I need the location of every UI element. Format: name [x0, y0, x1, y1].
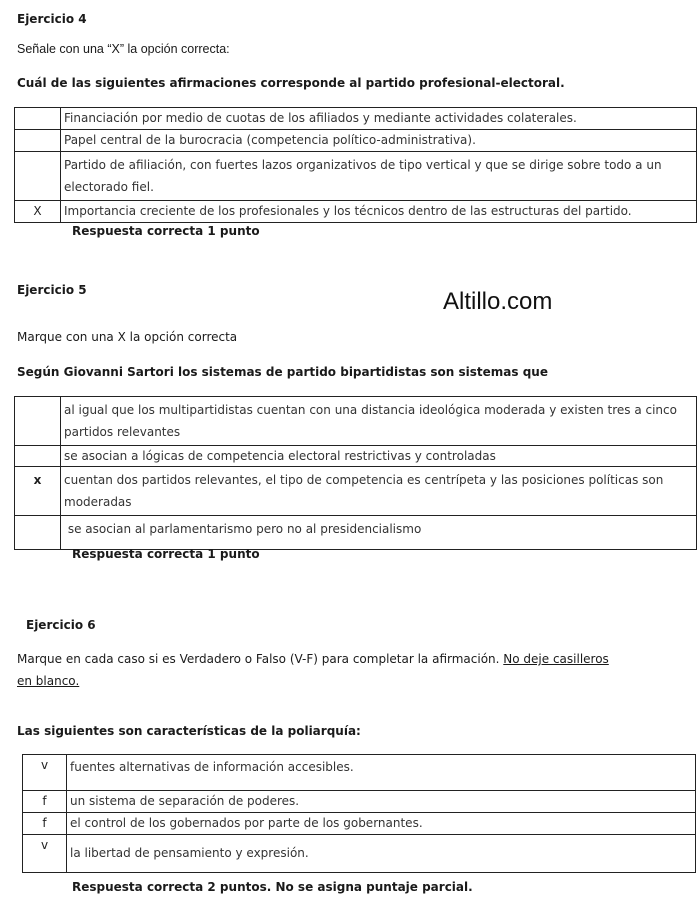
- ej4-title: Ejercicio 4: [17, 12, 87, 26]
- ej4-instruction: Señale con una “X” la opción correcta:: [17, 42, 230, 56]
- option-text: Papel central de la burocracia (competencia político-administrativa).: [61, 130, 697, 152]
- vf-statement: el control de los gobernados por parte de los gobernantes.: [67, 813, 696, 835]
- table-row: [15, 152, 697, 201]
- option-mark-cell[interactable]: x: [15, 467, 61, 516]
- option-mark-cell[interactable]: [15, 108, 61, 130]
- table-row: [15, 446, 697, 467]
- ej5-options-table: [14, 396, 697, 550]
- option-text: se asocian a lógicas de competencia electoral restrictivas y controladas: [61, 446, 697, 467]
- ej6-question: Las siguientes son características de la poliarquía:: [17, 724, 361, 738]
- option-mark-cell[interactable]: [15, 397, 61, 446]
- table-row: [23, 813, 696, 835]
- ej6-instruction-emphasis: No deje casilleros: [503, 652, 609, 666]
- vf-statement: un sistema de separación de poderes.: [67, 791, 696, 813]
- ej5-answer-note: Respuesta correcta 1 punto: [72, 547, 260, 561]
- watermark-text: Altillo.com: [443, 288, 553, 315]
- table-row: [15, 467, 697, 516]
- option-text: cuentan dos partidos relevantes, el tipo de competencia es centrípeta y las posiciones políticas son moderadas: [61, 467, 697, 516]
- ej5-instruction: Marque con una X la opción correcta: [17, 330, 238, 344]
- ej5-title: Ejercicio 5: [17, 283, 87, 297]
- option-mark-cell[interactable]: [15, 152, 61, 201]
- ej4-question: Cuál de las siguientes afirmaciones corresponde al partido profesional-electoral.: [17, 76, 565, 90]
- ej5-question: Según Giovanni Sartori los sistemas de partido bipartidistas son sistemas que: [17, 365, 548, 379]
- vf-mark-cell[interactable]: v: [23, 755, 67, 791]
- option-mark-cell[interactable]: X: [15, 201, 61, 223]
- table-row: [15, 397, 697, 446]
- table-row: [23, 791, 696, 813]
- ej4-answer-note: Respuesta correcta 1 punto: [72, 224, 260, 238]
- ej6-instruction: [17, 652, 609, 666]
- ej6-instruction-text: Marque en cada caso si es Verdadero o Falso (V-F) para completar la afirmación.: [17, 652, 504, 666]
- option-mark-cell[interactable]: [15, 516, 61, 550]
- table-row: [15, 108, 697, 130]
- ej4-options-table: [14, 107, 697, 223]
- vf-statement: la libertad de pensamiento y expresión.: [67, 835, 696, 873]
- ej6-instruction-emphasis-cont: en blanco.: [17, 674, 80, 688]
- option-text: se asocian al parlamentarismo pero no al presidencialismo: [61, 516, 697, 550]
- vf-mark-cell[interactable]: f: [23, 813, 67, 835]
- vf-mark-cell[interactable]: v: [23, 835, 67, 873]
- ej6-title: Ejercicio 6: [26, 618, 96, 632]
- vf-mark-cell[interactable]: f: [23, 791, 67, 813]
- ej6-truefalse-table: [22, 754, 696, 873]
- option-text: Partido de afiliación, con fuertes lazos organizativos de tipo vertical y que se dirige sobre todo a un electorado fiel.: [61, 152, 697, 201]
- table-row: [15, 516, 697, 550]
- table-row: [15, 130, 697, 152]
- vf-statement: fuentes alternativas de información accesibles.: [67, 755, 696, 791]
- ej6-answer-note: Respuesta correcta 2 puntos. No se asigna puntaje parcial.: [72, 880, 473, 894]
- option-mark-cell[interactable]: [15, 130, 61, 152]
- table-row: [23, 835, 696, 873]
- option-text: Financiación por medio de cuotas de los afiliados y mediante actividades colaterales.: [61, 108, 697, 130]
- option-text: al igual que los multipartidistas cuentan con una distancia ideológica moderada y existen tres a cinco partidos relevantes: [61, 397, 697, 446]
- option-text: Importancia creciente de los profesionales y los técnicos dentro de las estructuras del partido.: [61, 201, 697, 223]
- table-row: [15, 201, 697, 223]
- option-mark-cell[interactable]: [15, 446, 61, 467]
- table-row: [23, 755, 696, 791]
